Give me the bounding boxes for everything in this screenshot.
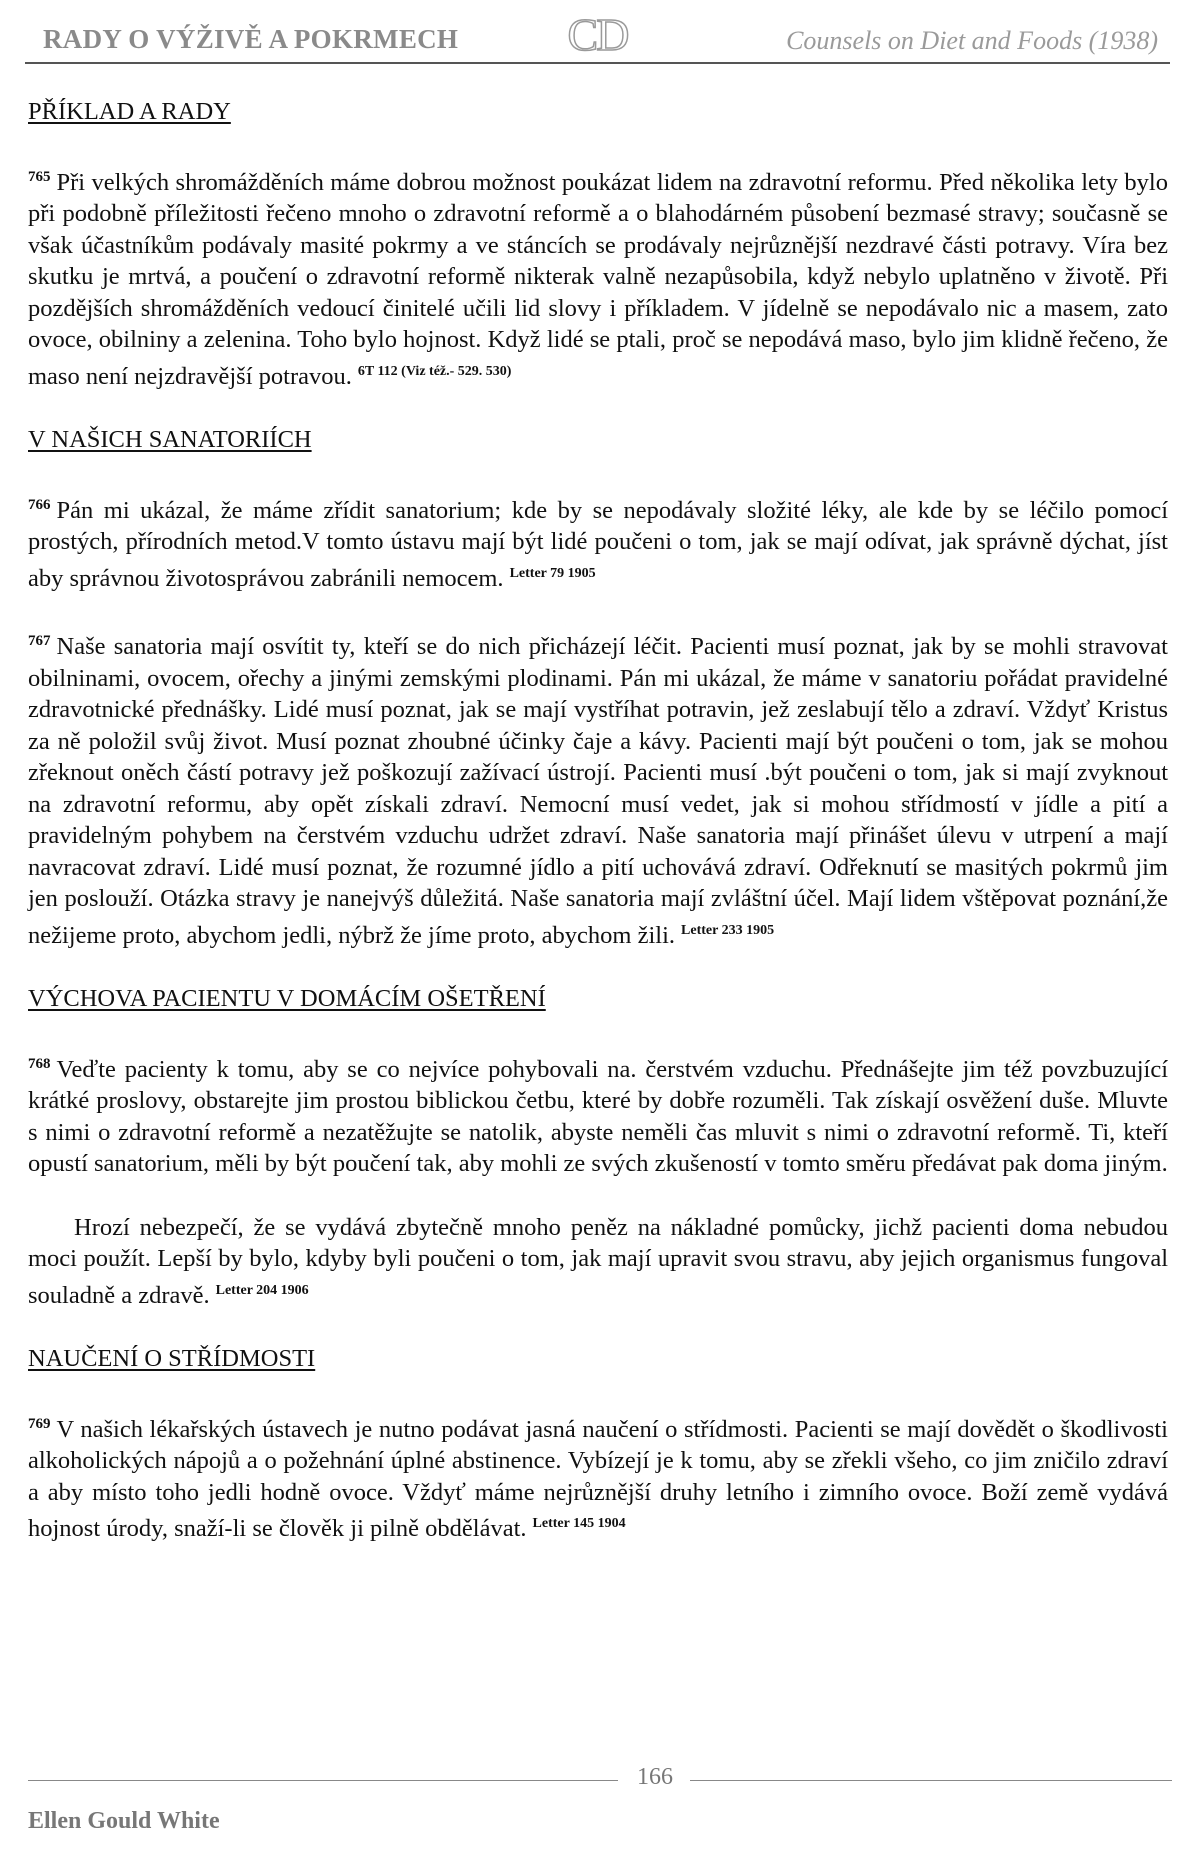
paragraph-text: Při velkých shromážděních máme dobrou možnost poukázat lidem na zdravotní reformu. Před několika lety bylo při podobně příležitosti řečeno mnoho o zdravotní reformě a o blahodárném působení bezmasé stravy; současně se však účastníkům podávaly masité pokrmy a ve stáncích se prodávaly nejrůznější nezdravé části potravy. Víra bez skutku je mrtvá, a poučení o zdravotní reformě nikterak valně nezapůsobila, když nebylo uplatněno v životě. Při pozdějších shromážděních vedoucí činitelé učili lid slovy i příkladem. V jídelně se nepodávalo nic a masem, zato ovoce, obilniny a zelenina. Toho bylo hojnost. Když lidé se ptali, proč se nepodává maso, bylo jim klidně řečeno, že maso není nejzdravější potravou.: [28, 168, 1168, 390]
header-book-title-en: Counsels on Diet and Foods (1938): [786, 26, 1158, 55]
paragraph-text: Pán mi ukázal, že máme zřídit sanatorium; kde by se nepodávaly složité léky, ale kde by se léčilo pomocí prostých, přírodních metod.V tomto ústavu mají být lidé poučeni o tom, jak se mají odívat, jak správně dýchat, jíst aby správnou životosprávou zabránili nemocem.: [28, 496, 1168, 592]
paragraph: [28, 1212, 1168, 1312]
paragraph: [28, 1049, 1168, 1180]
document-body: [28, 96, 1168, 1577]
paragraph: [28, 490, 1168, 595]
source-reference: 6T 112 (Viz též.- 529. 530): [357, 363, 512, 379]
section-heading: NAUČENÍ O STŘÍDMOSTI: [28, 1345, 316, 1372]
source-reference: Letter 204 1906: [215, 1282, 309, 1298]
paragraph-text: Veďte pacienty k tomu, aby se co nejvíce pohybovali na. čerstvém vzduchu. Přednášejte jim též povzbuzující krátké proslovy, obstarejte jim prostou biblickou četbu, které by dobře rozuměli. Tak získají osvěžení duše. Mluvte s nimi o zdravotní reformě a nezatěžujte se natolik, abyste neměli čas mluvit s nimi o zdravotní reformě. Ti, kteří opustí sanatorium, měli by být poučení tak, aby mohli ze svých zkušeností v tomto směru předávat pak doma jiným.: [28, 1055, 1168, 1177]
paragraph: [28, 1409, 1168, 1545]
source-reference: Letter 79 1905: [509, 565, 596, 581]
paragraph-number: 765: [28, 168, 51, 185]
paragraph-text: Naše sanatoria mají osvítit ty, kteří se do nich přicházejí léčit. Pacienti musí poznat, jak by se mohli stravovat obilninami, ovocem, ořechy a jinými zemskými plodinami. Pán mi ukázal, že máme v sanatoriu pořádat pravidelné zdravotnické přednášky. Lidé musí poznat, jak se mají vystříhat potravin, jež zeslabují tělo a zdraví. Vždyť Kristus za ně položil svůj život. Musí poznat zhoubné účinky čaje a kávy. Pacienti mají být poučeni o tom, jak se mohou zřeknout oněch částí potravy jež poškozují zažívací ústrojí. Pacienti musí .být poučeni o tom, jak si mají zvyknout na zdravotní reformu, aby opět získali zdraví. Nemocní musí vedet, jak si mohou střídmostí v jídle a pití a pravidelným pohybem na čerstvém vzduchu udržet zdraví. Naše sanatoria mají přinášet úlevu v utrpení a mají navracovat zdraví. Lidé musí poznat, že rozumné jídlo a pití uchovává zdraví. Odřeknutí se masitých pokrmů jim jen poslouží. Otázka stravy je nanejvýš důležitá. Naše sanatoria mají zvláštní účel. Mají lidem vštěpovat poznání,že nežijeme proto, abychom jedli, nýbrž že jíme proto, abychom žili.: [28, 633, 1168, 949]
paragraph-text: Hrozí nebezpečí, že se vydává zbytečně mnoho peněz na nákladné pomůcky, jichž pacienti doma nebudou moci použít. Lepší by bylo, kdyby byli poučeni o tom, jak mají upravit svou stravu, aby jejich organismus fungoval souladně a zdravě.: [28, 1213, 1168, 1309]
page-header: [25, 9, 1170, 64]
paragraph: [28, 626, 1168, 951]
header-book-code: CD: [567, 9, 628, 60]
header-book-title-cz: RADY O VÝŽIVĚ A POKRMECH: [43, 24, 459, 54]
paragraph: [28, 162, 1168, 393]
page-number: 166: [637, 1764, 673, 1790]
footer-rule-right: [690, 1780, 1172, 1781]
paragraph-number: 769: [28, 1415, 51, 1432]
source-reference: Letter 145 1904: [532, 1516, 626, 1531]
paragraph-number: 766: [28, 496, 51, 513]
section-heading: VÝCHOVA PACIENTU V DOMÁCÍM OŠETŘENÍ: [28, 985, 546, 1012]
paragraph-text: V našich lékařských ústavech je nutno podávat jasná naučení o střídmosti. Pacienti se mají dovědět o škodlivosti alkoholických nápojů a o požehnání úplné abstinence. Vybízejí je k tomu, aby se zřekli všeho, co jim zničilo zdraví a aby místo toho jedli hodně ovoce. Vždyť máme nejrůznější druhy letního i zimního ovoce. Boží země vydává hojnost úrody, snaží-li se člověk ji pilně obdělávat.: [28, 1415, 1168, 1542]
paragraph-number: 768: [28, 1055, 51, 1072]
paragraph-number: 767: [28, 633, 51, 649]
section-heading: V NAŠICH SANATORIÍCH: [28, 426, 312, 453]
section-heading: PŘÍKLAD A RADY: [28, 98, 231, 125]
footer-rule-left: [28, 1780, 618, 1781]
source-reference: Letter 233 1905: [681, 922, 775, 938]
footer-author: Ellen Gould White: [28, 1808, 220, 1834]
